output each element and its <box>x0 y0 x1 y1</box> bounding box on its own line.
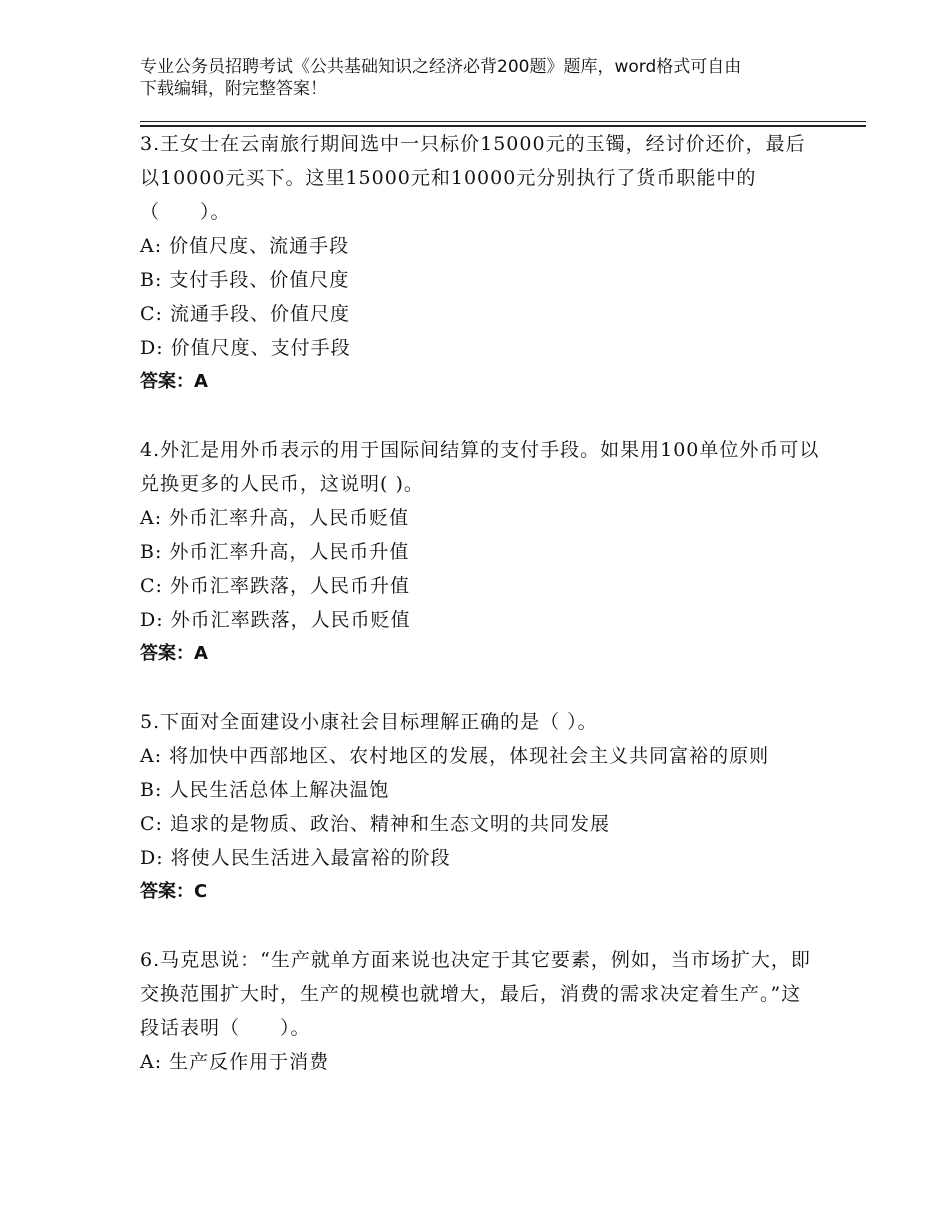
header-rule-thin <box>140 121 866 122</box>
option-d: D: 将使人民生活进入最富裕的阶段 <box>140 847 451 869</box>
question-3 <box>140 127 820 399</box>
option-c: C: 外币汇率跌落，人民币升值 <box>140 575 410 597</box>
question-5 <box>140 705 820 909</box>
header-title-line-2: 下载编辑，附完整答案！ <box>140 79 327 99</box>
option-b: B: 支付手段、价值尺度 <box>140 269 350 291</box>
answer-label: 答案：A <box>140 371 208 392</box>
document-header <box>140 56 820 100</box>
option-b: B: 外币汇率升高，人民币升值 <box>140 541 410 563</box>
question-stem: 3.王女士在云南旅行期间选中一只标价15000元的玉镯，经讨价还价，最后以10000元买下。这里15000元和10000元分别执行了货币职能中的（ ）。 <box>140 133 806 223</box>
question-stem: 4.外汇是用外币表示的用于国际间结算的支付手段。如果用100单位外币可以兑换更多的人民币，这说明( )。 <box>140 439 820 495</box>
option-c: C: 流通手段、价值尺度 <box>140 303 350 325</box>
option-d: D: 价值尺度、支付手段 <box>140 337 351 359</box>
option-c: C: 追求的是物质、政治、精神和生态文明的共同发展 <box>140 813 610 835</box>
option-b: B: 人民生活总体上解决温饱 <box>140 779 390 801</box>
question-6 <box>140 943 820 1079</box>
header-title-line-1: 专业公务员招聘考试《公共基础知识之经济必背200题》题库，word格式可自由 <box>140 57 742 77</box>
option-a: A: 生产反作用于消费 <box>140 1051 330 1073</box>
option-a: A: 外币汇率升高，人民币贬值 <box>140 507 410 529</box>
option-a: A: 将加快中西部地区、农村地区的发展，体现社会主义共同富裕的原则 <box>140 745 770 767</box>
answer-label: 答案：C <box>140 881 208 902</box>
question-stem: 6.马克思说：“生产就单方面来说也决定于其它要素，例如，当市场扩大，即交换范围扩大时，生产的规模也就增大，最后，消费的需求决定着生产。”这段话表明（ ）。 <box>140 949 811 1039</box>
question-list <box>140 127 820 1113</box>
question-stem: 5.下面对全面建设小康社会目标理解正确的是（ ）。 <box>140 711 598 733</box>
question-4 <box>140 433 820 671</box>
option-a: A: 价值尺度、流通手段 <box>140 235 350 257</box>
option-d: D: 外币汇率跌落，人民币贬值 <box>140 609 411 631</box>
answer-label: 答案：A <box>140 643 208 664</box>
